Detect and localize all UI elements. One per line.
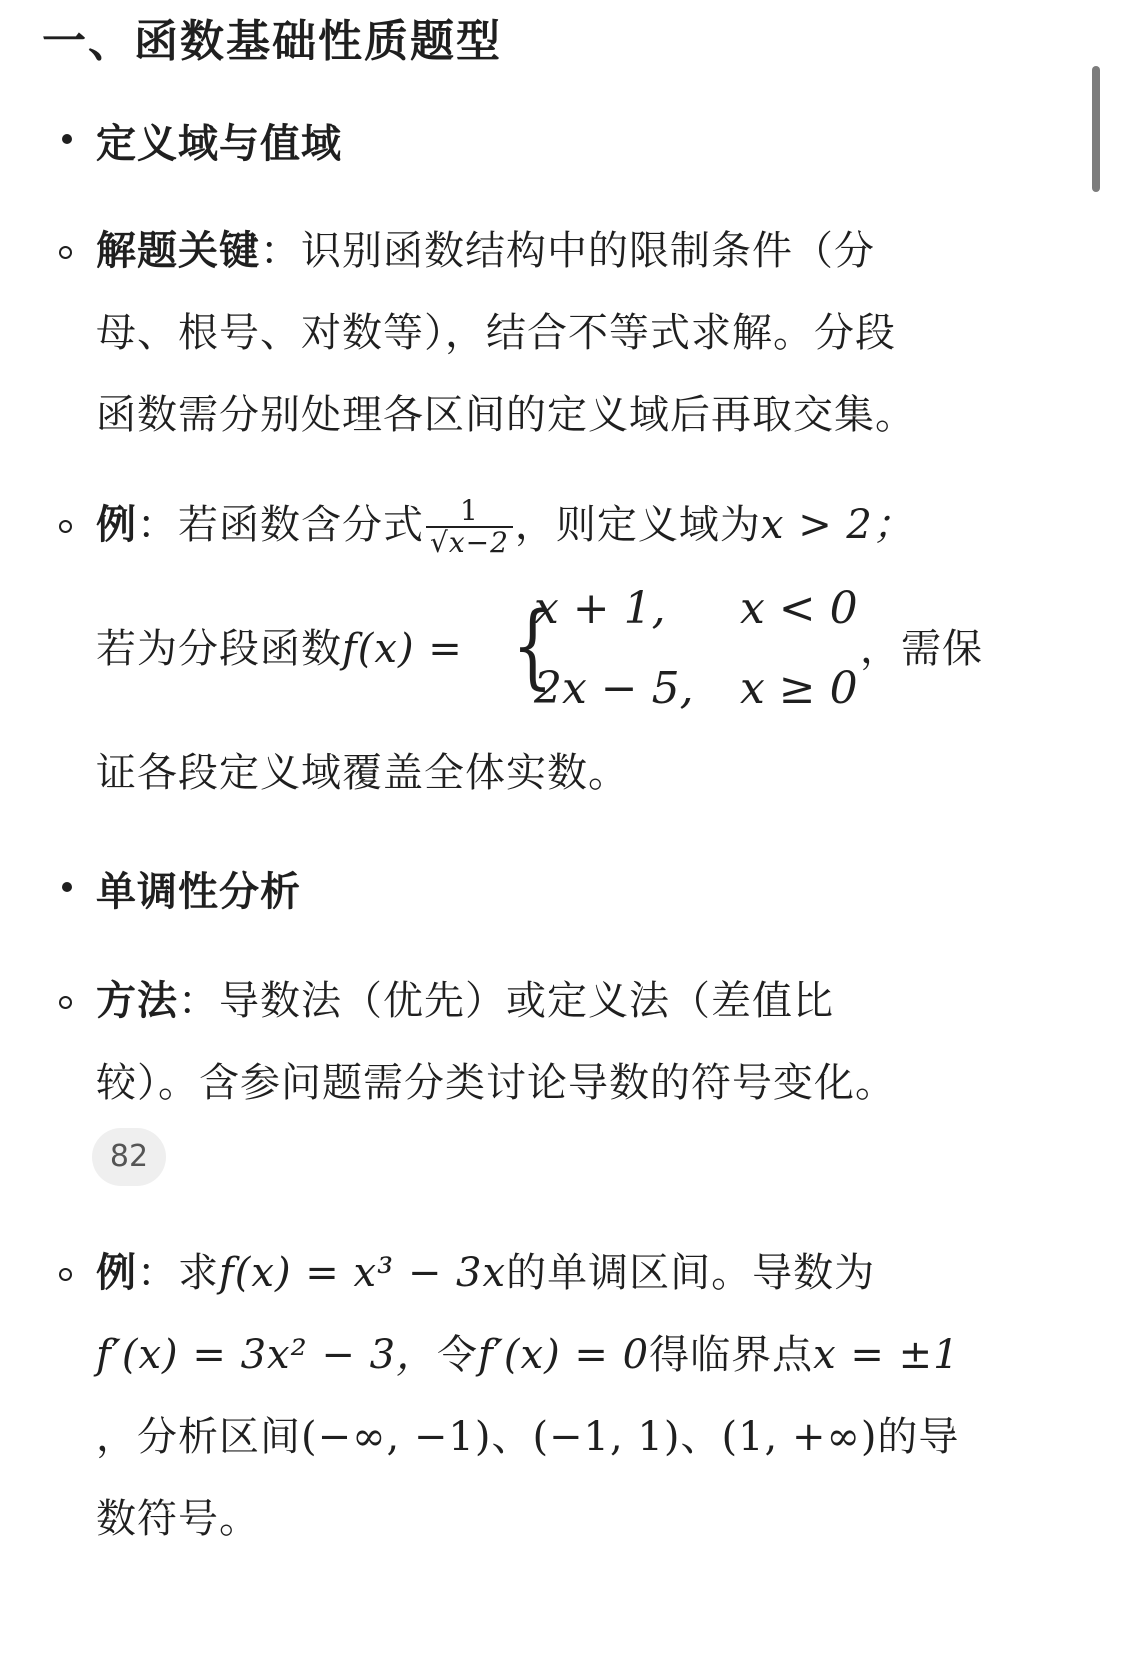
item-text: 较）。含参问题需分类讨论导数的符号变化。 [96,1060,896,1106]
fraction [426,496,513,558]
piece-expression: x + 1, [534,583,666,634]
math-expression: x > 2； [760,502,914,548]
piece-condition: x < 0 [740,583,858,634]
section-title-monotonicity: 单调性分析 [96,869,301,915]
sub-bullet-icon [59,246,72,259]
item-label: 解题关键 [96,228,260,274]
math-expression: f′(x) = 3x² − 3， [96,1332,438,1378]
math-expression: f(x) = [342,626,463,672]
item-text: 识别函数结构中的限制条件（分 [301,228,875,274]
item-text: 函数需分别处理各区间的定义域后再取交集。 [96,392,916,438]
key-point-paragraph: 解题关键：识别函数结构中的限制条件（分 母、根号、对数等），结合不等式求解。分段 函数需分别处理各区间的定义域后再取交集。 [96,210,1056,456]
item-text: 的单调区间。导数为 [506,1250,876,1296]
item-label: 例 [96,502,137,548]
item-text: 得临界点 [649,1332,814,1378]
item-text: ，需保 [860,626,983,672]
method-paragraph: 方法：导数法（优先）或定义法（差值比 较）。含参问题需分类讨论导数的符号变化。 [96,960,1056,1124]
item-text: 数符号。 [96,1496,260,1542]
section-title-domain-range: 定义域与值域 [96,121,342,167]
math-expression: x = ±1 [813,1332,960,1378]
sub-bullet-icon [59,1268,72,1281]
item-label: 例 [96,1250,137,1296]
fraction-denominator: √x−2 [430,526,509,559]
item-label: 方法 [96,978,178,1024]
item-text: 母、根号、对数等），结合不等式求解。分段 [96,310,896,356]
item-text: 的导 [877,1414,960,1460]
bullet-icon [62,882,72,892]
math-expression: (−∞, −1)、(−1, 1)、(1, +∞) [301,1414,878,1460]
page-title: 一、函数基础性质题型 [42,16,502,67]
piece-expression: 2x − 5, [534,663,694,714]
item-text: 若为分段函数 [96,626,342,672]
bullet-icon [62,134,72,144]
piecewise-intro [96,608,516,690]
piece-condition: x ≥ 0 [740,663,858,714]
item-text: ，分析区间 [96,1414,301,1460]
item-text: 证各段定义域覆盖全体实数。 [96,750,629,796]
item-text: 求 [178,1250,219,1296]
sub-bullet-icon [59,996,72,1009]
fraction-numerator: 1 [426,496,513,528]
scrollbar[interactable] [1092,66,1100,192]
example-paragraph: 例：若函数含分式 $\frac{1}{√x-2}$ ，则定义域为x > 2； [96,494,914,559]
math-expression: f(x) = x³ − 3x [219,1250,507,1296]
math-expression: f′(x) = 0 [478,1332,650,1378]
sub-bullet-icon [59,520,72,533]
item-text: 导数法（优先）或定义法（差值比 [219,978,834,1024]
item-text: ，则定义域为 [514,502,761,548]
item-text: 令 [437,1332,479,1378]
citation-badge[interactable]: 82 [92,1128,166,1186]
item-text: 若函数含分式 [178,502,424,548]
brace-symbol: { [512,592,553,699]
example-paragraph: 例：求f(x) = x³ − 3x的单调区间。导数为 f′(x) = 3x² − 3，令f′(x) = 0得临界点x = ±1 ，分析区间(−∞, −1)、(−1, 1)、(1, +∞)的导 数符号。 [96,1232,1056,1560]
